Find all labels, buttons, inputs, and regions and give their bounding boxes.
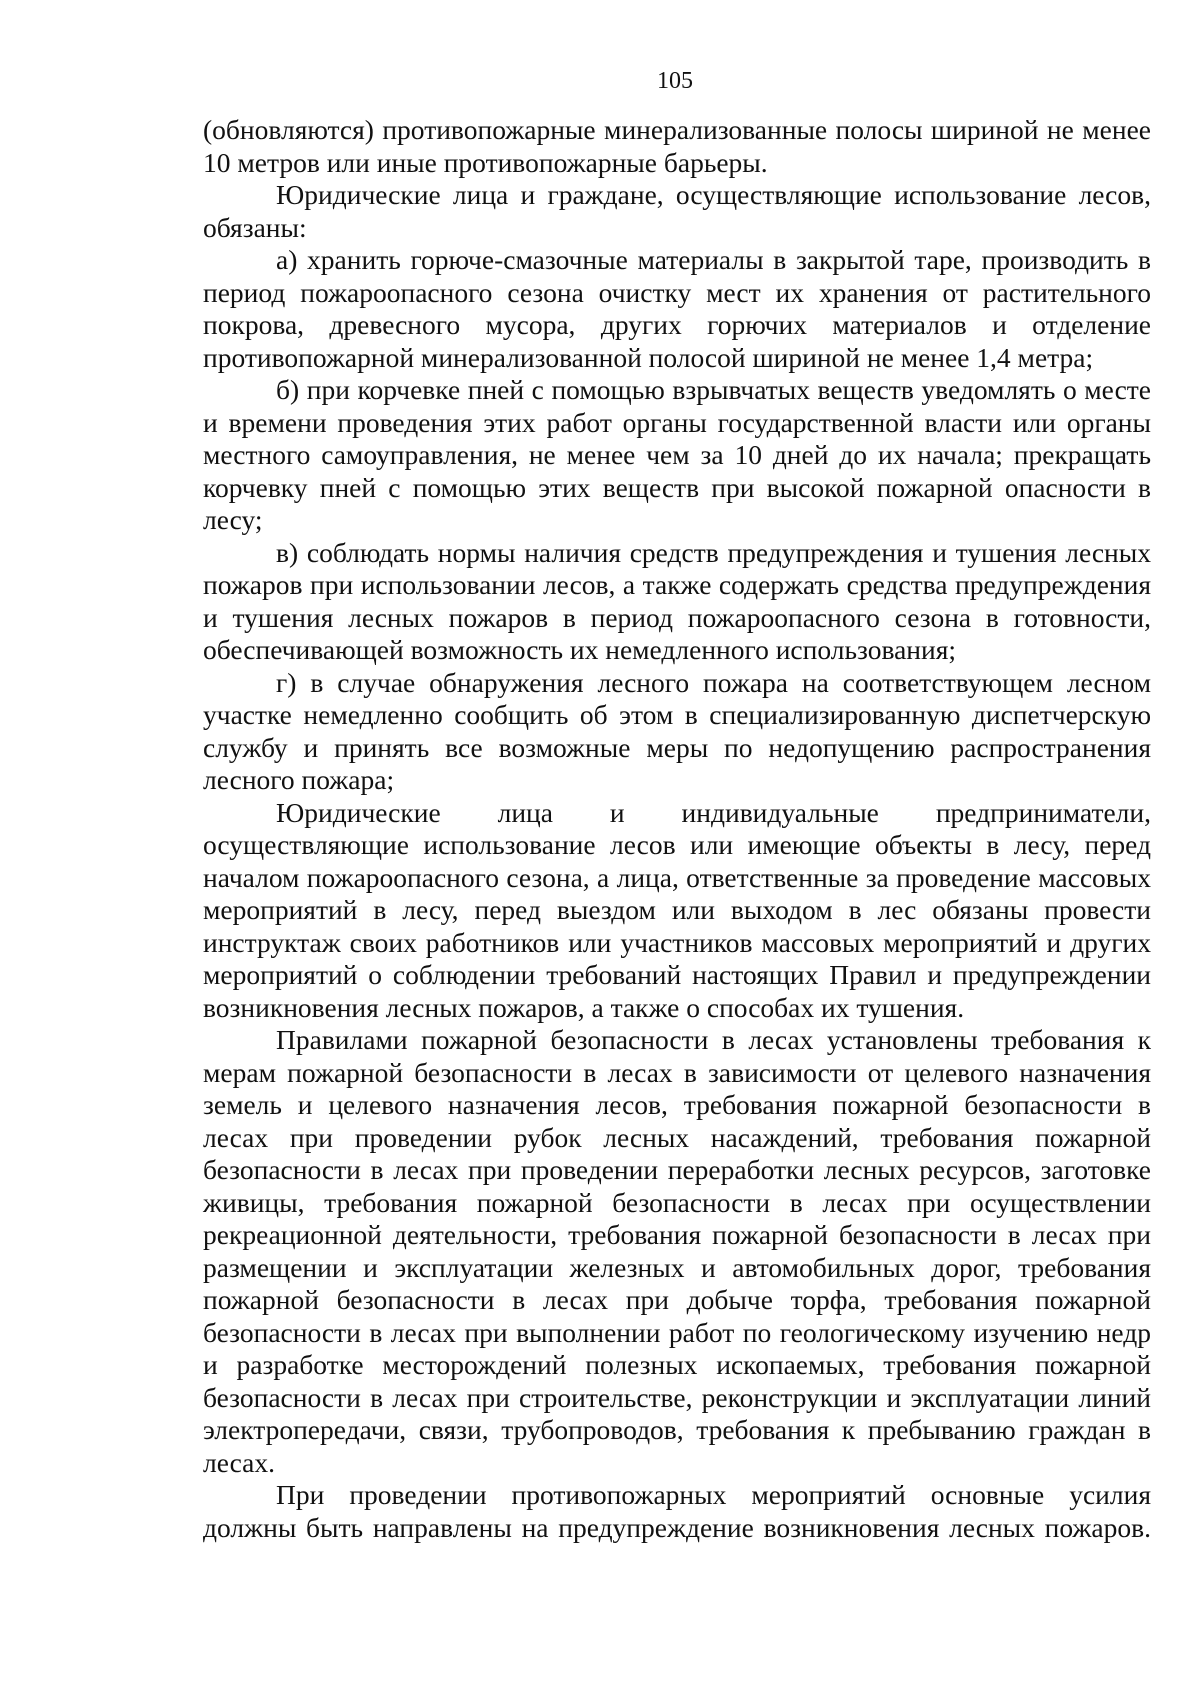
document-body	[203, 114, 1151, 1544]
paragraph-prevention-focus: При проведении противопожарных мероприятий основные усилия должны быть направлены на предупреждение возникновения лесных пожаров.	[203, 1479, 1151, 1543]
list-item-a-fuel-storage: а) хранить горюче-смазочные материалы в закрытой таре, производить в период пожароопасного сезона очистку мест их хранения от растительного покрова, древесного мусора, других горючих материалов и отделение противопожарной минерализованной полосой шириной не менее 1,4 метра;	[203, 244, 1151, 373]
list-item-v-firefighting-means: в) соблюдать нормы наличия средств предупреждения и тушения лесных пожаров при использовании лесов, а также содержать средства предупреждения и тушения лесных пожаров в период пожароопасного сезона в готовности, обеспечивающей возможность их немедленного использования;	[203, 536, 1151, 665]
list-item-b-stump-removal: б) при корчевке пней с помощью взрывчатых веществ уведомлять о месте и времени проведения этих работ органы государственной власти или органы местного самоуправления, не менее чем за 10 дней до их начала; прекращать корчевку пней с помощью этих веществ при высокой пожарной опасности в лесу;	[203, 374, 1151, 535]
paragraph-briefing: Юридические лица и индивидуальные предприниматели, осуществляющие использование лесов или имеющие объекты в лесу, перед началом пожароопасного сезона, а лица, ответственные за проведение массовых мероприятий в лесу, перед выездом или выходом в лес обязаны провести инструктаж своих работников или участников массовых мероприятий и других мероприятий о соблюдении требований настоящих Правил и предупреждении возникновения лесных пожаров, а также о способах их тушения.	[203, 796, 1151, 1023]
page-number: 105	[657, 68, 693, 94]
paragraph-fire-safety-rules: Правилами пожарной безопасности в лесах установлены требования к мерам пожарной безопасности в лесах в зависимости от целевого назначения земель и целевого назначения лесов, требования пожарной безопасности в лесах при проведении рубок лесных насаждений, требования пожарной безопасности в лесах при проведении переработки лесных ресурсов, заготовке живицы, требования пожарной безопасности в лесах при осуществлении рекреационной деятельности, требования пожарной безопасности в лесах при размещении и эксплуатации железных и автомобильных дорог, требования пожарной безопасности в лесах при добыче торфа, требования пожарной безопасности в лесах при выполнении работ по геологическому изучению недр и разработке месторождений полезных ископаемых, требования пожарной безопасности в лесах при строительстве, реконструкции и эксплуатации линий электропередачи, связи, трубопроводов, требования к пребыванию граждан в лесах.	[203, 1024, 1151, 1478]
list-item-g-fire-detection: г) в случае обнаружения лесного пожара на соответствующем лесном участке немедленно сообщить об этом в специализированную диспетчерскую службу и принять все возможные меры по недопущению распространения лесного пожара;	[203, 666, 1151, 795]
paragraph-obligations-intro: Юридические лица и граждане, осуществляющие использование лесов, обязаны:	[203, 179, 1151, 243]
paragraph-barriers-continuation: (обновляются) противопожарные минерализованные полосы шириной не менее 10 метров или иные противопожарные барьеры.	[203, 114, 1151, 178]
